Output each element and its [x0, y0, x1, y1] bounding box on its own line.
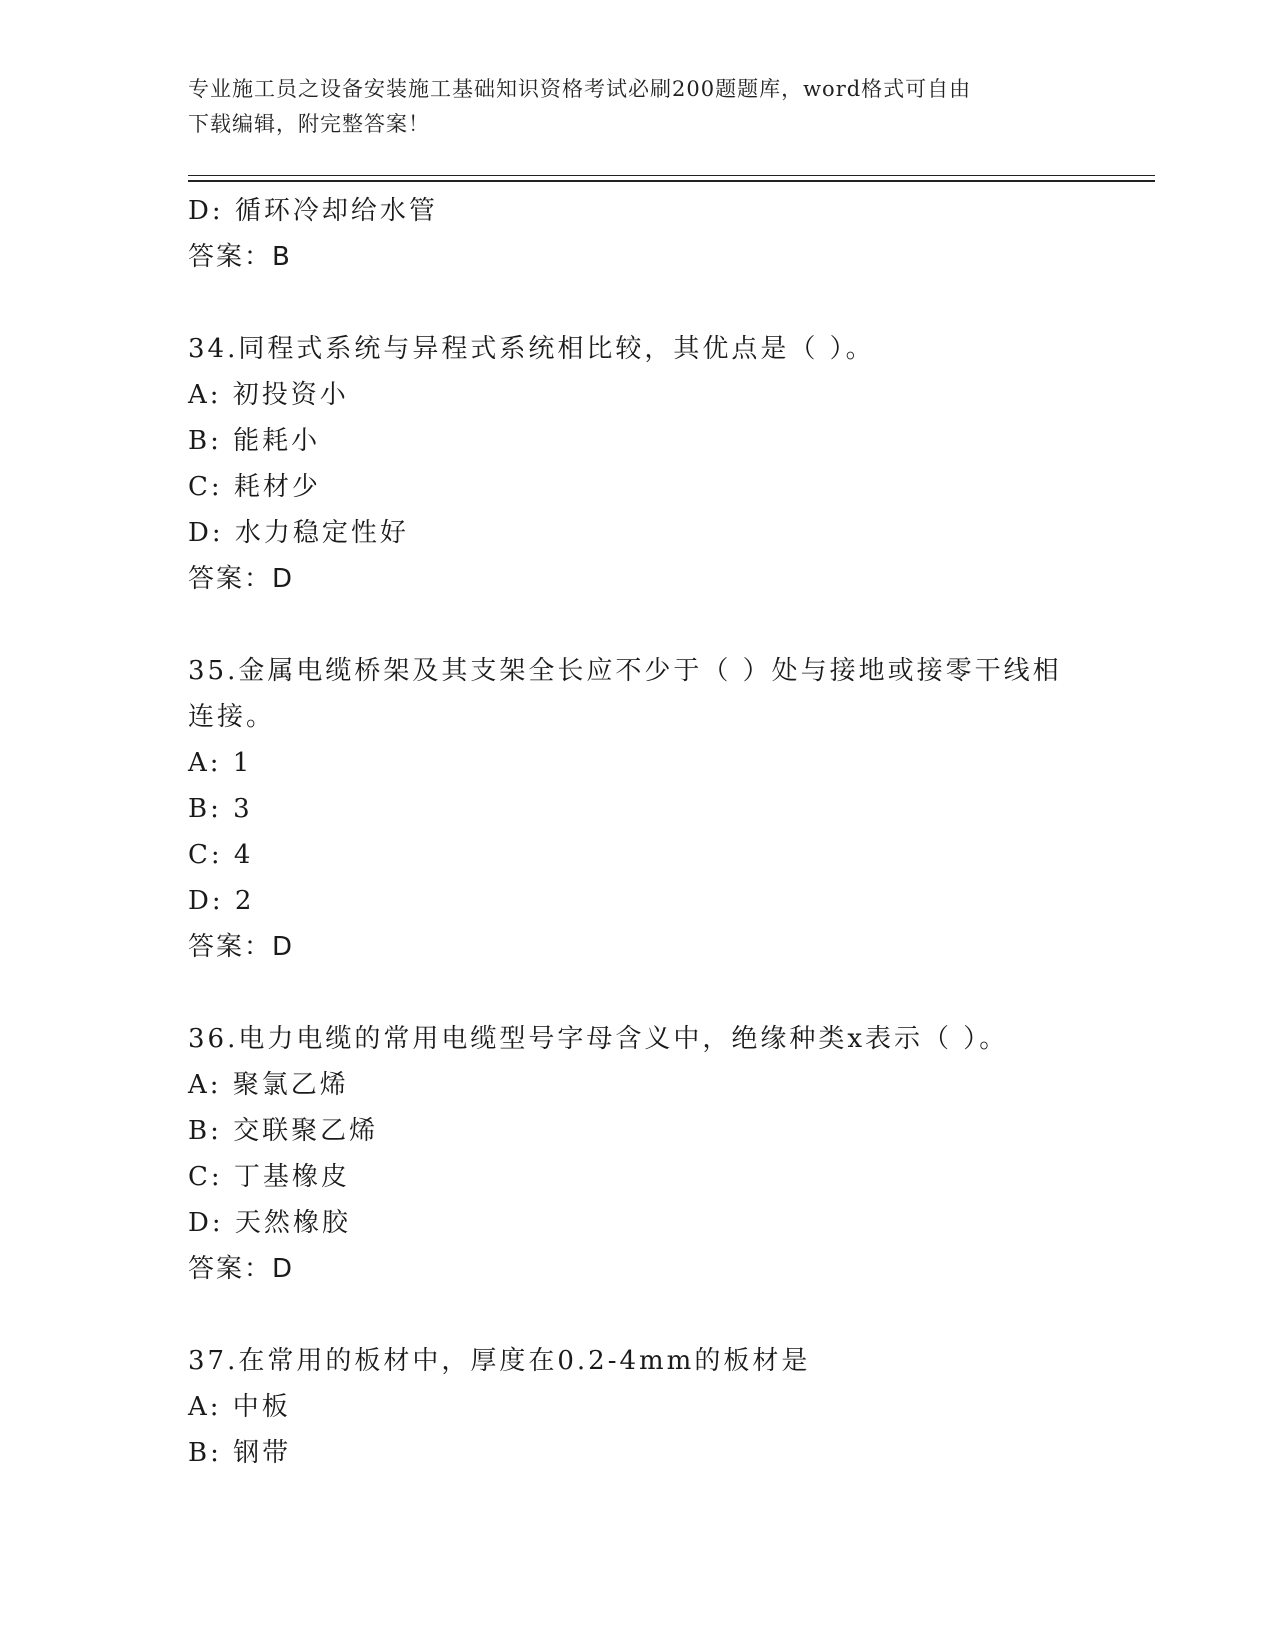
spacer — [188, 970, 1088, 1016]
option-b: B: 钢带 — [188, 1438, 292, 1468]
spacer — [188, 280, 1088, 326]
question-35 — [188, 648, 1088, 970]
question-stem-line-1: 35.金属电缆桥架及其支架全长应不少于（ ）处与接地或接零干线相 — [188, 656, 1062, 686]
question-stem-line-2: 连接。 — [188, 702, 276, 732]
question-36 — [188, 1016, 1088, 1292]
spacer — [188, 602, 1088, 648]
option-d: D: 天然橡胶 — [188, 1208, 351, 1238]
question-37 — [188, 1338, 1088, 1476]
option-c: C: 4 — [188, 840, 254, 870]
option-b: B: 交联聚乙烯 — [188, 1116, 379, 1146]
option-c: C: 丁基橡皮 — [188, 1162, 350, 1192]
question-stem: 36.电力电缆的常用电缆型号字母含义中，绝缘种类x表示（ ）。 — [188, 1024, 1009, 1054]
prev-question-answer: 答案：B — [188, 242, 292, 272]
option-a: A: 初投资小 — [188, 380, 349, 410]
option-b: B: 3 — [188, 794, 253, 824]
answer: 答案：D — [188, 932, 295, 962]
question-stem: 37.在常用的板材中，厚度在0.2-4mm的板材是 — [188, 1346, 811, 1376]
answer: 答案：D — [188, 1254, 295, 1284]
option-b: B: 能耗小 — [188, 426, 321, 456]
option-a: A: 中板 — [188, 1392, 291, 1422]
document-header — [188, 72, 1068, 142]
prev-question-option-d: D: 循环冷却给水管 — [188, 196, 438, 226]
option-a: A: 1 — [188, 748, 253, 778]
spacer — [188, 1292, 1088, 1338]
option-c: C: 耗材少 — [188, 472, 321, 502]
option-a: A: 聚氯乙烯 — [188, 1070, 349, 1100]
header-title-line-2: 下载编辑，附完整答案！ — [188, 112, 430, 136]
question-stem: 34.同程式系统与异程式系统相比较，其优点是（ ）。 — [188, 334, 875, 364]
header-divider-thin — [188, 175, 1155, 176]
question-34 — [188, 326, 1088, 602]
question-list — [188, 188, 1088, 1476]
answer: 答案：D — [188, 564, 295, 594]
header-divider-thick — [188, 180, 1155, 182]
header-title-line-1: 专业施工员之设备安装施工基础知识资格考试必刷200题题库，word格式可自由 — [188, 77, 972, 101]
option-d: D: 2 — [188, 886, 255, 916]
option-d: D: 水力稳定性好 — [188, 518, 409, 548]
